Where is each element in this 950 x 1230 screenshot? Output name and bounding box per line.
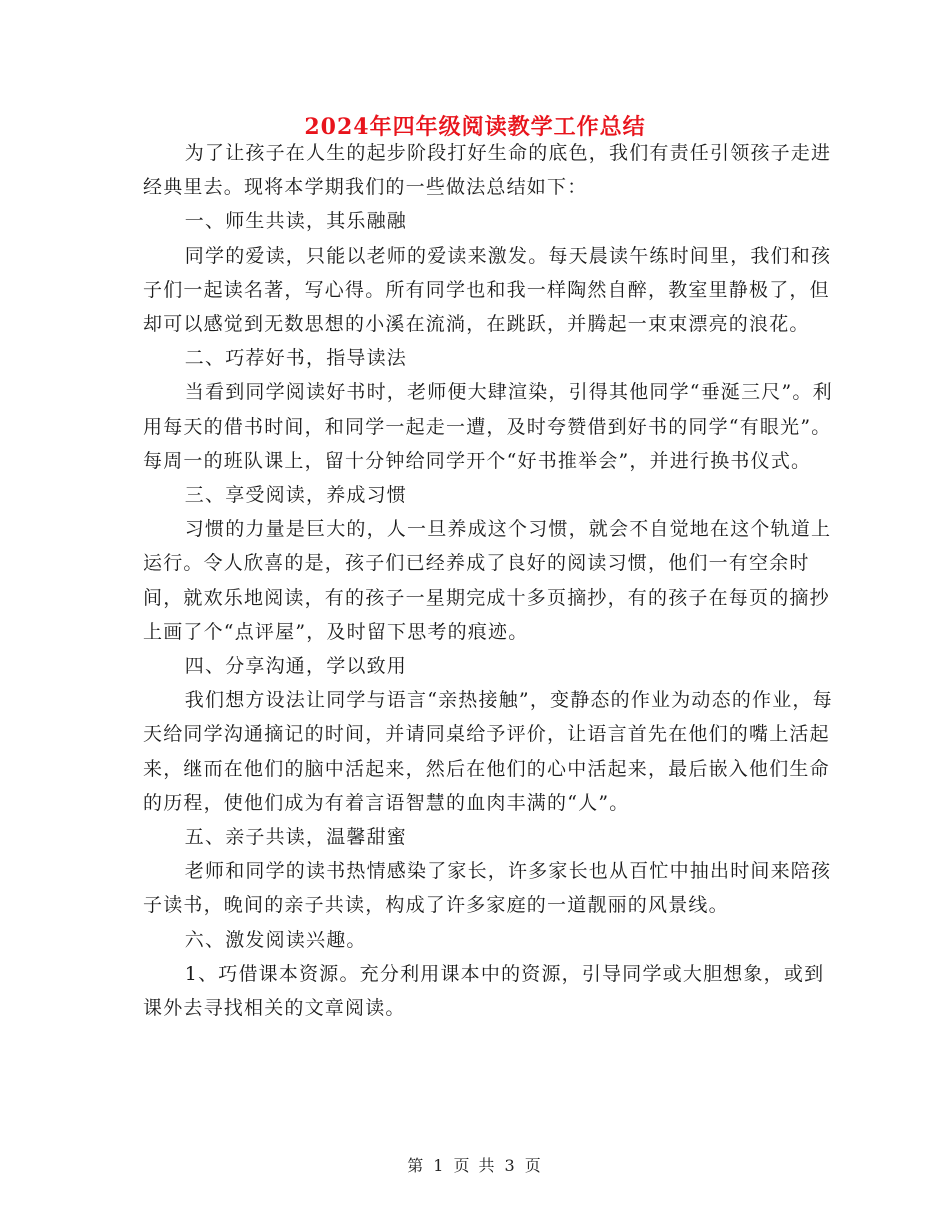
footer-suffix: 页 (524, 1156, 543, 1175)
section-heading-2: 二、巧荐好书，指导读法 (184, 347, 407, 370)
paragraph-section-6-item-1: 1、巧借课本资源。充分利用课本中的资源，引导同学或大胆想象，或到课外去寻找相关的文章阅读。 (143, 962, 825, 1020)
section-heading-1: 一、师生共读，其乐融融 (184, 210, 407, 233)
footer-total-pages: 3 (504, 1156, 517, 1175)
document-title: 2024年四年级阅读教学工作总结 (304, 114, 646, 140)
page-footer (0, 1155, 950, 1177)
section-heading-4: 四、分享沟通，学以致用 (184, 655, 407, 678)
section-heading-5: 五、亲子共读，温馨甜蜜 (184, 826, 407, 849)
paragraph-section-1: 同学的爱读，只能以老师的爱读来激发。每天晨读午练时间里，我们和孩子们一起读名著，写心得。所有同学也和我一样陶然自醉，教室里静极了，但却可以感觉到无数思想的小溪在流淌，在跳跃，并腾起一束束漂亮的浪花。 (143, 244, 832, 336)
paragraph-section-2: 当看到同学阅读好书时，老师便大肆渲染，引得其他同学“垂涎三尺”。利用每天的借书时间，和同学一起走一遭，及时夸赞借到好书的同学“有眼光”。每周一的班队课上，留十分钟给同学开个“好书推举会”，并进行换书仪式。 (143, 381, 833, 472)
paragraph-intro: 为了让孩子在人生的起步阶段打好生命的底色，我们有责任引领孩子走进经典里去。现将本学期我们的一些做法总结如下： (143, 142, 832, 199)
paragraph-section-3: 习惯的力量是巨大的，人一旦养成这个习惯，就会不自觉地在这个轨道上运行。令人欣喜的是，孩子们已经养成了良好的阅读习惯，他们一有空余时间，就欢乐地阅读，有的孩子一星期完成十多页摘抄，有的孩子在每页的摘抄上画了个“点评屋”，及时留下思考的痕迹。 (143, 518, 832, 643)
footer-page-number: 1 (433, 1156, 446, 1175)
paragraph-section-5: 老师和同学的读书热情感染了家长，许多家长也从百忙中抽出时间来陪孩子读书，晚间的亲子共读，构成了许多家庭的一道靓丽的风景线。 (143, 860, 832, 917)
footer-prefix: 第 (407, 1156, 426, 1175)
section-heading-6: 六、激发阅读兴趣。 (184, 928, 367, 951)
section-heading-3: 三、享受阅读，养成习惯 (184, 484, 407, 507)
document-body (143, 136, 833, 1025)
paragraph-section-4: 我们想方设法让同学与语言“亲热接触”，变静态的作业为动态的作业，每天给同学沟通摘记的时间，并请同桌给予评价，让语言首先在他们的嘴上活起来，继而在他们的脑中活起来，然后在他们的心中活起来，最后嵌入他们生命的历程，使他们成为有着言语智慧的血肉丰满的“人”。 (143, 689, 833, 814)
footer-mid: 页 共 (453, 1156, 497, 1175)
